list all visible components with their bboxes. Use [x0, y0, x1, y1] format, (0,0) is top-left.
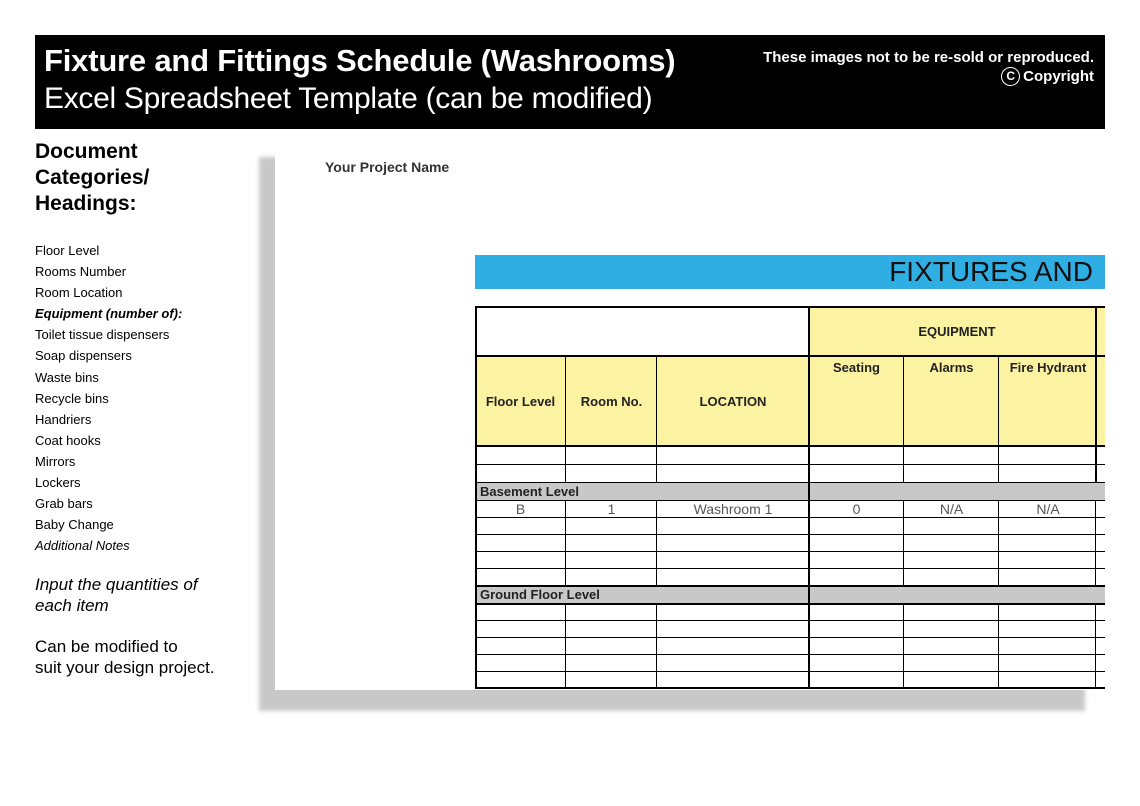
list-item: Coat hooks	[35, 432, 101, 448]
list-item: Rooms Number	[35, 264, 127, 280]
copyright-icon: C	[1001, 67, 1020, 86]
grid-line	[656, 603, 657, 689]
grid-line	[1095, 603, 1096, 689]
grid-line	[475, 306, 1105, 308]
grid-line	[903, 355, 904, 483]
list-item: Soap dispensers	[35, 348, 132, 364]
grid-line	[475, 603, 1105, 605]
col-header-alarms: Alarms	[904, 356, 999, 446]
grid-line	[475, 687, 1105, 689]
cell-location: Washroom 1	[693, 500, 773, 517]
grid-line	[475, 500, 1105, 501]
note-line: suit your design project.	[35, 658, 215, 678]
grid-line	[565, 603, 566, 689]
grid-line	[998, 603, 999, 689]
copyright-text: Copyright	[1023, 68, 1094, 85]
col-header-room-no: Room No.	[566, 356, 657, 446]
equipment-group-header: EQUIPMENT	[809, 306, 1105, 356]
grid-line	[475, 445, 1105, 447]
list-item: Additional Notes	[35, 538, 130, 554]
col-header-seating: Seating	[809, 356, 904, 446]
spreadsheet-preview	[275, 147, 1105, 690]
list-item: Floor Level	[35, 243, 100, 258]
grid-line	[475, 517, 1105, 518]
schedule-table	[475, 306, 1105, 689]
list-item: Lockers	[35, 475, 81, 491]
header-banner	[35, 35, 1105, 129]
grid-line	[475, 637, 1105, 638]
copyright-line	[1001, 67, 1094, 86]
project-name: Your Project Name	[325, 159, 450, 175]
cell-room-no: 1	[607, 500, 616, 517]
categories-list	[35, 240, 250, 556]
grid-line	[475, 568, 1105, 569]
cell-seating: 0	[852, 500, 861, 517]
grid-line	[475, 464, 1105, 465]
grid-line	[903, 500, 904, 586]
grid-line	[998, 355, 999, 483]
header-blank-cell	[475, 306, 809, 356]
list-item: Mirrors	[35, 453, 76, 469]
col-header-fire-hydrant: Fire Hydrant	[999, 356, 1097, 446]
section-band	[809, 586, 1105, 603]
cell-floor-level: B	[515, 500, 526, 517]
grid-line	[475, 551, 1105, 552]
list-item: Baby Change	[35, 517, 114, 533]
grid-line	[808, 306, 810, 689]
grid-line	[475, 654, 1105, 655]
categories-heading	[35, 139, 250, 217]
grid-line	[475, 482, 1105, 483]
grid-line	[656, 355, 657, 483]
note-line: Input the quantities of	[35, 575, 198, 595]
grid-line	[656, 500, 657, 586]
cell-fire-hydrant: N/A	[1036, 500, 1060, 517]
grid-line	[475, 620, 1105, 621]
grid-line	[475, 534, 1105, 535]
schedule-title: FIXTURES AND	[889, 256, 1093, 287]
col-header-location: LOCATION	[657, 356, 809, 446]
list-item: Handriers	[35, 411, 92, 427]
modify-note	[35, 636, 250, 678]
page-title: Fixture and Fittings Schedule (Washrooms)	[44, 43, 676, 78]
grid-line	[903, 603, 904, 689]
list-item: Equipment (number of):	[35, 306, 183, 322]
heading-line-1: Document	[35, 140, 138, 163]
grid-line	[1095, 500, 1096, 586]
cell-alarms: N/A	[939, 500, 964, 517]
grid-line	[565, 355, 566, 483]
list-item: Recycle bins	[35, 390, 109, 406]
quantities-note	[35, 574, 250, 616]
list-item: Waste bins	[35, 369, 99, 385]
col-header-overflow	[1097, 306, 1105, 446]
note-line: each item	[35, 596, 109, 616]
grid-line	[475, 355, 1105, 357]
schedule-title-bar	[475, 255, 1105, 289]
list-item: Toilet tissue dispensers	[35, 327, 170, 343]
section-basement-level: Basement Level	[475, 483, 809, 500]
section-band	[809, 483, 1105, 500]
grid-line	[475, 585, 1105, 587]
heading-line-2: Categories/	[35, 166, 150, 189]
page-subtitle: Excel Spreadsheet Template (can be modified)	[44, 82, 653, 115]
grid-line	[565, 500, 566, 586]
col-header-floor-level: Floor Level	[475, 356, 566, 446]
grid-line	[1095, 306, 1097, 483]
heading-line-3: Headings:	[35, 192, 137, 215]
grid-line	[998, 500, 999, 586]
list-item: Room Location	[35, 285, 123, 301]
list-item: Grab bars	[35, 496, 93, 512]
usage-notice: These images not to be re-sold or reproduced.	[763, 49, 1094, 66]
grid-line	[475, 671, 1105, 672]
section-ground-floor-level: Ground Floor Level	[475, 586, 809, 603]
grid-line	[475, 306, 477, 689]
note-line: Can be modified to	[35, 637, 178, 657]
categories-panel	[35, 139, 250, 678]
